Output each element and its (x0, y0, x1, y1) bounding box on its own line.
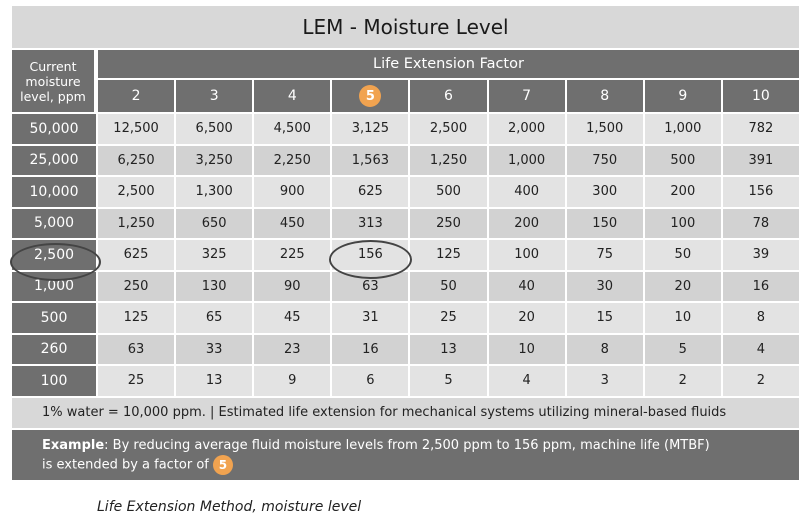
table-cell: 2,250 (254, 146, 332, 176)
figure-caption: Life Extension Method, moisture level (97, 499, 362, 515)
table-cell: 1,500 (567, 114, 645, 144)
row-level-label: 260 (12, 335, 98, 365)
row-level-label: 100 (12, 366, 98, 396)
factor-badge: 5 (359, 85, 381, 107)
table-cell: 156 (332, 240, 410, 270)
factor-header-cell: 8 (567, 80, 645, 112)
table-cell: 75 (567, 240, 645, 270)
factor-header-cell: 9 (645, 80, 723, 112)
row-level-label: 10,000 (12, 177, 98, 207)
table-cell: 225 (254, 240, 332, 270)
row-header-line: level, ppm (20, 88, 86, 104)
table-row (12, 301, 799, 333)
table-cell: 6,250 (98, 146, 176, 176)
table-cell: 450 (254, 209, 332, 239)
row-level-label: 1,000 (12, 272, 98, 302)
row-level-label: 25,000 (12, 146, 98, 176)
example-box (12, 428, 799, 480)
table-cell: 6,500 (176, 114, 254, 144)
highlight-circle-value (329, 240, 412, 279)
table-row (12, 175, 799, 207)
table-cell: 150 (567, 209, 645, 239)
table-cell: 782 (723, 114, 799, 144)
table-cell: 16 (332, 335, 410, 365)
table-cell: 30 (567, 272, 645, 302)
table-cell: 5 (410, 366, 488, 396)
factor-header-cell: 3 (176, 80, 254, 112)
table-cell: 125 (410, 240, 488, 270)
table-cell: 50 (410, 272, 488, 302)
factor-header-row (98, 80, 799, 112)
table-cell: 13 (176, 366, 254, 396)
example-text: is extended by a factor of (42, 457, 209, 472)
highlight-circle-level (10, 243, 101, 281)
table-cell: 2,500 (98, 177, 176, 207)
row-level-label: 500 (12, 303, 98, 333)
table-cell: 50 (645, 240, 723, 270)
table-cell: 13 (410, 335, 488, 365)
table-cell: 1,563 (332, 146, 410, 176)
table-header (12, 50, 799, 112)
table-cell: 1,250 (98, 209, 176, 239)
factor-header-cell: 10 (723, 80, 799, 112)
table-cell: 2 (645, 366, 723, 396)
table-cell: 300 (567, 177, 645, 207)
table-cell: 10 (489, 335, 567, 365)
factor-header-cell: 6 (410, 80, 488, 112)
table-cell: 100 (645, 209, 723, 239)
table-cell: 63 (332, 272, 410, 302)
table-cell: 500 (645, 146, 723, 176)
factor-header-cell: 4 (254, 80, 332, 112)
table-note: 1% water = 10,000 ppm. | Estimated life extension for mechanical systems utilizing mineral-based fluids (12, 396, 799, 428)
table-cell: 45 (254, 303, 332, 333)
table-cell: 6 (332, 366, 410, 396)
table-cell: 20 (645, 272, 723, 302)
row-header-line: Current (29, 58, 77, 74)
table-cell: 250 (98, 272, 176, 302)
table-cell: 16 (723, 272, 799, 302)
table-cell: 39 (723, 240, 799, 270)
table-cell: 650 (176, 209, 254, 239)
row-level-label: 5,000 (12, 209, 98, 239)
table-cell: 1,300 (176, 177, 254, 207)
table-cell: 65 (176, 303, 254, 333)
column-group-label: Life Extension Factor (98, 50, 799, 80)
table-cell: 4 (723, 335, 799, 365)
table-cell: 625 (98, 240, 176, 270)
table-cell: 125 (98, 303, 176, 333)
factor-header-cell: 7 (489, 80, 567, 112)
table-cell: 15 (567, 303, 645, 333)
table-cell: 40 (489, 272, 567, 302)
table-row (12, 270, 799, 302)
table-cell: 90 (254, 272, 332, 302)
table-cell: 25 (410, 303, 488, 333)
table-cell: 156 (723, 177, 799, 207)
table-cell: 200 (489, 209, 567, 239)
table-row (12, 207, 799, 239)
table-cell: 4,500 (254, 114, 332, 144)
table-cell: 3,125 (332, 114, 410, 144)
row-level-label: 50,000 (12, 114, 98, 144)
table-cell: 8 (567, 335, 645, 365)
factor-header-cell: 2 (98, 80, 176, 112)
row-level-label: 2,500 (12, 240, 98, 270)
table-cell: 2,500 (410, 114, 488, 144)
table-cell: 5 (645, 335, 723, 365)
table-cell: 100 (489, 240, 567, 270)
table-cell: 2 (723, 366, 799, 396)
table-cell: 1,000 (645, 114, 723, 144)
table-row (12, 144, 799, 176)
table-cell: 400 (489, 177, 567, 207)
table-cell: 10 (645, 303, 723, 333)
factor-header-cell (332, 80, 410, 112)
table-cell: 23 (254, 335, 332, 365)
table-cell: 391 (723, 146, 799, 176)
factor-badge: 5 (213, 455, 233, 475)
table-cell: 200 (645, 177, 723, 207)
table-cell: 2,000 (489, 114, 567, 144)
lem-table (12, 6, 799, 480)
table-cell: 31 (332, 303, 410, 333)
table-cell: 1,000 (489, 146, 567, 176)
table-row (12, 112, 799, 144)
table-cell: 12,500 (98, 114, 176, 144)
table-cell: 325 (176, 240, 254, 270)
example-text: : By reducing average fluid moisture levels from 2,500 ppm to 156 ppm, machine life (MTBF) (104, 437, 710, 453)
table-row (12, 364, 799, 396)
row-header-label (12, 50, 96, 112)
table-cell: 25 (98, 366, 176, 396)
table-cell: 750 (567, 146, 645, 176)
table-cell: 3,250 (176, 146, 254, 176)
table-title: LEM - Moisture Level (12, 6, 799, 50)
table-cell: 500 (410, 177, 488, 207)
table-cell: 250 (410, 209, 488, 239)
table-cell: 313 (332, 209, 410, 239)
table-cell: 3 (567, 366, 645, 396)
table-cell: 9 (254, 366, 332, 396)
table-cell: 1,250 (410, 146, 488, 176)
table-cell: 900 (254, 177, 332, 207)
table-cell: 130 (176, 272, 254, 302)
row-header-line: moisture (25, 73, 81, 89)
example-label: Example (42, 437, 105, 453)
table-cell: 4 (489, 366, 567, 396)
table-cell: 33 (176, 335, 254, 365)
table-cell: 20 (489, 303, 567, 333)
table-cell: 625 (332, 177, 410, 207)
table-cell: 8 (723, 303, 799, 333)
table-cell: 78 (723, 209, 799, 239)
table-row (12, 333, 799, 365)
table-cell: 63 (98, 335, 176, 365)
